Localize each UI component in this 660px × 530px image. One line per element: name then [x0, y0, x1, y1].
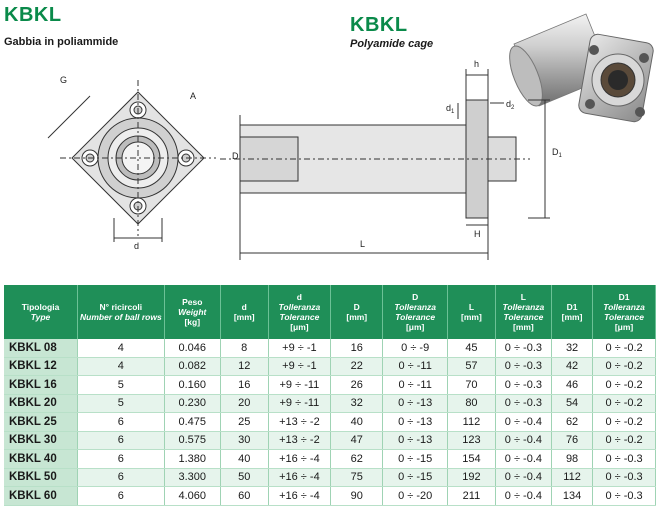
table-cell: +13 ÷ -2 [268, 431, 331, 450]
type-cell: KBKL 20 [4, 394, 78, 413]
table-cell: +16 ÷ -4 [268, 450, 331, 469]
table-cell: 70 [448, 376, 496, 395]
table-cell: 123 [448, 431, 496, 450]
label-d1: $d_1$ [446, 103, 455, 115]
table-cell: +16 ÷ -4 [268, 468, 331, 487]
subtitle-english: Polyamide cage [350, 38, 434, 50]
table-cell: 42 [552, 357, 593, 376]
table-row [4, 413, 656, 432]
title-english: KBKL [350, 14, 408, 36]
table-cell: 211 [448, 487, 496, 506]
table-cell: 98 [552, 450, 593, 469]
table-cell: 40 [220, 450, 268, 469]
table-cell: 0 ÷ -11 [383, 376, 448, 395]
table-cell: 0 ÷ -0.2 [593, 431, 656, 450]
table-cell: 45 [448, 339, 496, 357]
table-cell: 32 [552, 339, 593, 357]
table-cell: 134 [552, 487, 593, 506]
label-D: D [232, 151, 239, 161]
table-cell: 50 [220, 468, 268, 487]
technical-drawing [0, 55, 660, 270]
table-cell: 0.082 [164, 357, 220, 376]
table-cell: 0 ÷ -0.3 [495, 357, 551, 376]
column-header: Tipologia Type [4, 285, 78, 339]
table-cell: 0.046 [164, 339, 220, 357]
table-cell: 0 ÷ -0.3 [593, 468, 656, 487]
table-cell: 20 [220, 394, 268, 413]
table-cell: 0 ÷ -0.3 [495, 339, 551, 357]
table-cell: 6 [78, 413, 165, 432]
column-header: N° ricircoli Number of ball rows [78, 285, 165, 339]
spec-table [4, 285, 656, 506]
table-cell: 90 [331, 487, 383, 506]
subtitle-italian: Gabbia in poliammide [4, 36, 119, 48]
type-cell: KBKL 40 [4, 450, 78, 469]
table-cell: 0.160 [164, 376, 220, 395]
table-cell: 1.380 [164, 450, 220, 469]
label-L: L [360, 239, 366, 249]
table-cell: 12 [220, 357, 268, 376]
table-cell: 6 [78, 450, 165, 469]
table-cell: 25 [220, 413, 268, 432]
table-row [4, 339, 656, 357]
title-italian: KBKL [4, 4, 62, 26]
table-cell: 54 [552, 394, 593, 413]
table-cell: 5 [78, 376, 165, 395]
table-cell: +9 ÷ -1 [268, 339, 331, 357]
table-cell: +9 ÷ -11 [268, 394, 331, 413]
table-cell: 0.475 [164, 413, 220, 432]
table-cell: 0 ÷ -0.2 [593, 339, 656, 357]
table-cell: +9 ÷ -11 [268, 376, 331, 395]
table-cell: 0 ÷ -0.3 [495, 376, 551, 395]
type-cell: KBKL 30 [4, 431, 78, 450]
table-cell: 6 [78, 468, 165, 487]
table-cell: 4 [78, 339, 165, 357]
table-cell: 3.300 [164, 468, 220, 487]
table-cell: 57 [448, 357, 496, 376]
table-cell: +9 ÷ -1 [268, 357, 331, 376]
type-cell: KBKL 50 [4, 468, 78, 487]
table-cell: 0 ÷ -0.4 [495, 487, 551, 506]
table-row [4, 357, 656, 376]
table-cell: 16 [220, 376, 268, 395]
table-cell: 192 [448, 468, 496, 487]
table-cell: 5 [78, 394, 165, 413]
type-cell: KBKL 16 [4, 376, 78, 395]
table-cell: 112 [448, 413, 496, 432]
table-cell: 112 [552, 468, 593, 487]
column-header: D1 [mm] [552, 285, 593, 339]
type-cell: KBKL 12 [4, 357, 78, 376]
column-header: D Tolleranza Tolerance [μm] [383, 285, 448, 339]
side-view [220, 69, 550, 260]
label-A: A [190, 91, 197, 101]
table-cell: 0 ÷ -13 [383, 413, 448, 432]
table-cell: 0 ÷ -9 [383, 339, 448, 357]
table-cell: 0 ÷ -0.4 [495, 450, 551, 469]
front-view [48, 80, 216, 242]
type-cell: KBKL 25 [4, 413, 78, 432]
table-cell: 0 ÷ -11 [383, 357, 448, 376]
table-cell: 32 [331, 394, 383, 413]
label-G: G [60, 75, 68, 85]
table-cell: 40 [331, 413, 383, 432]
table-cell: 62 [552, 413, 593, 432]
table-cell: 30 [220, 431, 268, 450]
table-cell: 0 ÷ -0.2 [593, 357, 656, 376]
type-cell: KBKL 60 [4, 487, 78, 506]
label-d2: $d_2$ [506, 99, 515, 111]
table-cell: 6 [78, 487, 165, 506]
label-h: h [474, 59, 480, 69]
table-cell: 16 [331, 339, 383, 357]
table-cell: 0 ÷ -0.2 [593, 413, 656, 432]
table-cell: +13 ÷ -2 [268, 413, 331, 432]
table-cell: 0 ÷ -0.4 [495, 413, 551, 432]
table-cell: 0 ÷ -0.3 [593, 487, 656, 506]
table-row [4, 450, 656, 469]
table-cell: 47 [331, 431, 383, 450]
table-cell: 0.575 [164, 431, 220, 450]
table-cell: 0.230 [164, 394, 220, 413]
column-header: d [mm] [220, 285, 268, 339]
type-cell: KBKL 08 [4, 339, 78, 357]
table-cell: 76 [552, 431, 593, 450]
table-cell: 46 [552, 376, 593, 395]
table-cell: 60 [220, 487, 268, 506]
table-cell: 0 ÷ -13 [383, 431, 448, 450]
table-cell: 0 ÷ -15 [383, 468, 448, 487]
table-row [4, 468, 656, 487]
table-cell: 154 [448, 450, 496, 469]
label-d-front: d [134, 241, 140, 251]
table-cell: 8 [220, 339, 268, 357]
table-cell: 22 [331, 357, 383, 376]
table-cell: 80 [448, 394, 496, 413]
column-header: L Tolleranza Tolerance [mm] [495, 285, 551, 339]
column-header: D1 Tolleranza Tolerance [μm] [593, 285, 656, 339]
label-D1: $D_1$ [552, 147, 562, 159]
table-cell: 6 [78, 431, 165, 450]
table-row [4, 487, 656, 506]
table-cell: 0 ÷ -0.3 [495, 394, 551, 413]
table-cell: 0 ÷ -13 [383, 394, 448, 413]
table-row [4, 431, 656, 450]
table-row [4, 394, 656, 413]
column-header: Peso Weight [kg] [164, 285, 220, 339]
table-cell: 75 [331, 468, 383, 487]
column-header: d Tolleranza Tolerance [μm] [268, 285, 331, 339]
column-header: D [mm] [331, 285, 383, 339]
table-cell: 0 ÷ -15 [383, 450, 448, 469]
table-cell: +16 ÷ -4 [268, 487, 331, 506]
table-header-row [4, 285, 656, 339]
table-cell: 0 ÷ -0.2 [593, 376, 656, 395]
table-cell: 0 ÷ -0.4 [495, 468, 551, 487]
table-row [4, 376, 656, 395]
table-cell: 0 ÷ -20 [383, 487, 448, 506]
table-cell: 0 ÷ -0.3 [593, 450, 656, 469]
table-cell: 0 ÷ -0.2 [593, 394, 656, 413]
table-cell: 4.060 [164, 487, 220, 506]
label-H: H [474, 229, 481, 239]
table-cell: 4 [78, 357, 165, 376]
table-cell: 62 [331, 450, 383, 469]
column-header: L [mm] [448, 285, 496, 339]
table-cell: 26 [331, 376, 383, 395]
table-cell: 0 ÷ -0.4 [495, 431, 551, 450]
